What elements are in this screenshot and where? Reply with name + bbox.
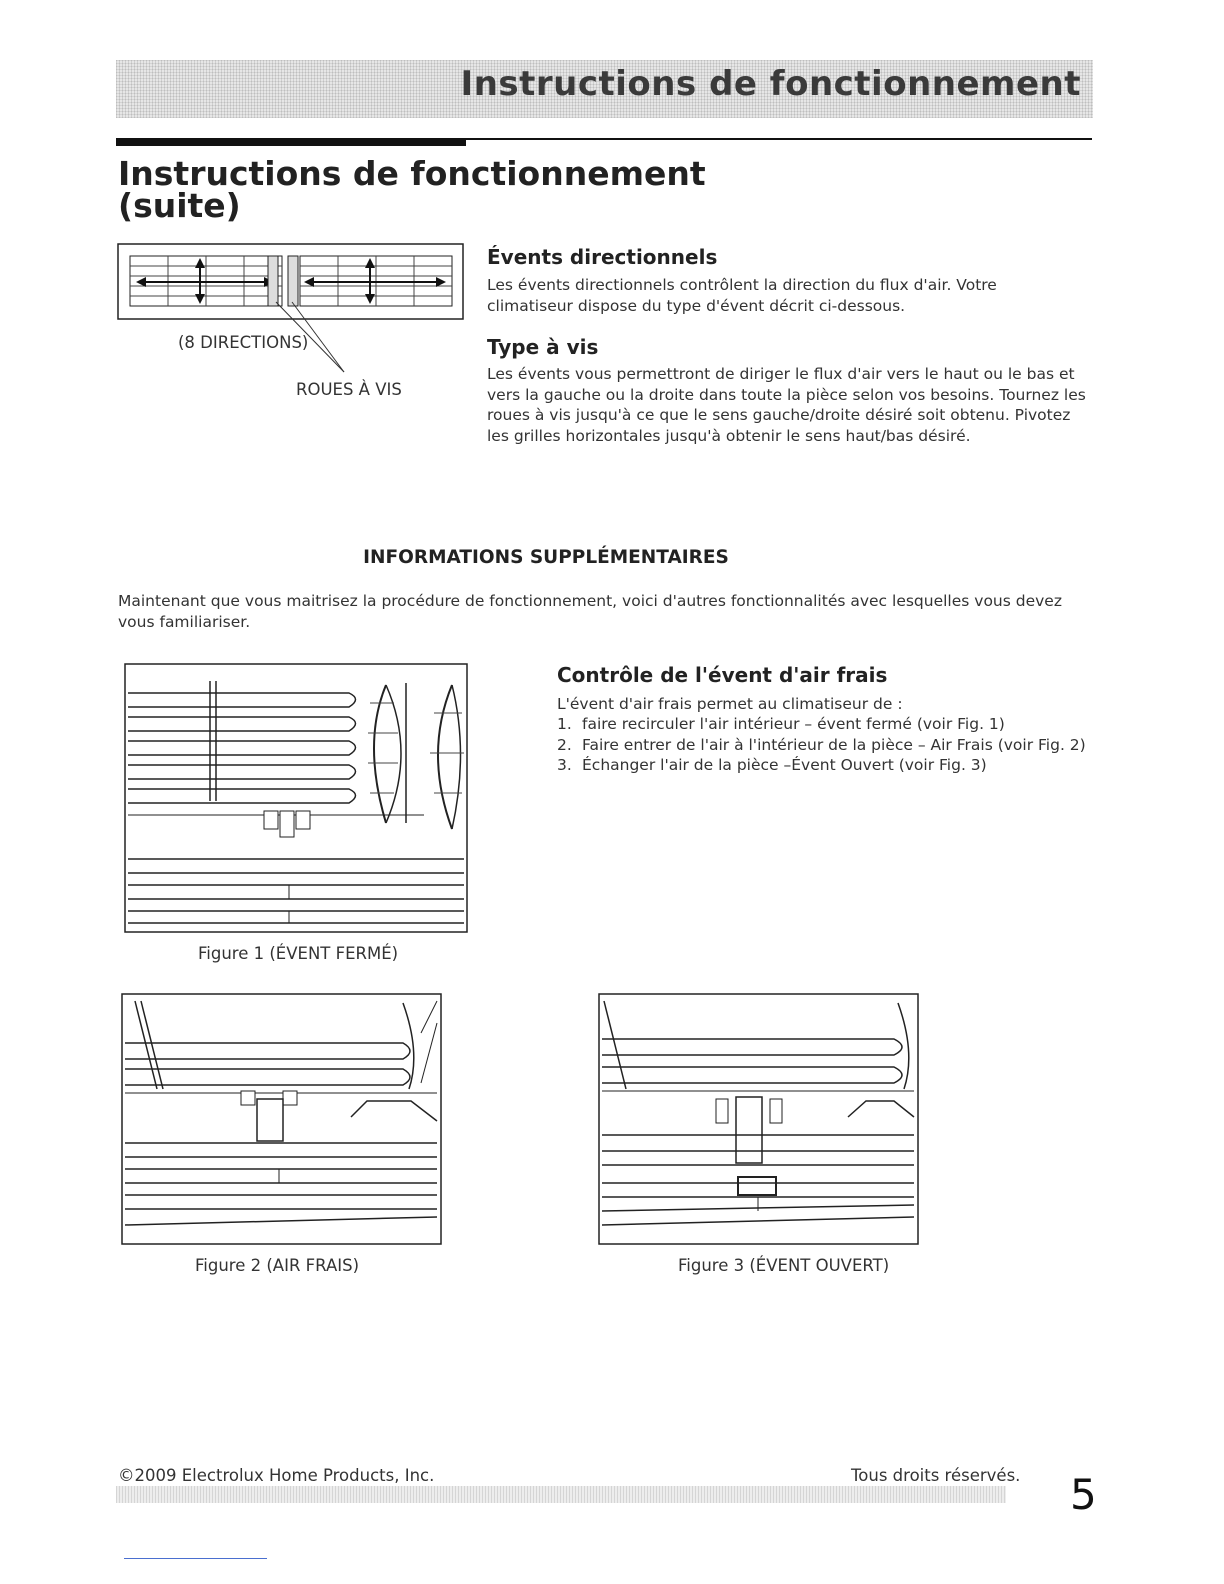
list-item-number: 1. bbox=[557, 715, 572, 733]
figure-2-illustration bbox=[121, 993, 443, 1247]
header-rule-thick bbox=[116, 138, 466, 146]
footer-rights: Tous droits réservés. bbox=[851, 1466, 1021, 1485]
events-directionnels-text: Les évents directionnels contrôlent la direction du flux d'air. Votre climatiseur dispose du type d'évent décrit ci-dessous. bbox=[487, 276, 997, 315]
page-title-line1: Instructions de fonctionnement bbox=[118, 154, 706, 193]
figure-3-illustration bbox=[598, 993, 920, 1247]
list-item-text: Faire entrer de l'air à l'intérieur de la pièce – Air Frais (voir Fig. 2) bbox=[582, 735, 1086, 754]
header-rule-thin bbox=[466, 138, 1092, 140]
footer-bar bbox=[116, 1486, 1006, 1503]
page-number: 5 bbox=[1070, 1470, 1097, 1519]
vent-diagram bbox=[116, 242, 466, 402]
bottom-link-rule bbox=[124, 1558, 267, 1559]
list-item bbox=[557, 755, 1097, 776]
type-vis-heading: Type à vis bbox=[487, 335, 599, 359]
list-item bbox=[557, 714, 1097, 735]
figure-1-illustration bbox=[124, 663, 469, 935]
label-roues-a-vis: ROUES À VIS bbox=[296, 380, 402, 399]
informations-heading: INFORMATIONS SUPPLÉMENTAIRES bbox=[363, 547, 729, 568]
informations-text: Maintenant que vous maitrisez la procédure de fonctionnement, voici d'autres fonctionnalités avec lesquelles vous devez vous familiariser. bbox=[118, 592, 1062, 631]
list-item-number: 2. bbox=[557, 735, 572, 754]
footer-copyright: ©2009 Electrolux Home Products, Inc. bbox=[118, 1466, 435, 1485]
list-item bbox=[557, 735, 1097, 756]
page-title bbox=[118, 154, 758, 225]
page-title-line2: (suite) bbox=[118, 186, 241, 225]
label-8-directions: (8 DIRECTIONS) bbox=[178, 333, 309, 352]
controle-intro: L'évent d'air frais permet au climatiseur de : bbox=[557, 695, 903, 713]
header-banner bbox=[116, 60, 1093, 118]
events-directionnels-heading: Évents directionnels bbox=[487, 245, 718, 269]
list-item-text: faire recirculer l'air intérieur – évent fermé (voir Fig. 1) bbox=[582, 715, 1005, 733]
banner-title: Instructions de fonctionnement bbox=[460, 64, 1081, 104]
figure-3-caption: Figure 3 (ÉVENT OUVERT) bbox=[678, 1256, 890, 1275]
figure-2-caption: Figure 2 (AIR FRAIS) bbox=[195, 1256, 360, 1275]
figure-1-caption: Figure 1 (ÉVENT FERMÉ) bbox=[198, 944, 399, 963]
list-item-number: 3. bbox=[557, 756, 572, 774]
list-item-text: Échanger l'air de la pièce –Évent Ouvert (voir Fig. 3) bbox=[582, 756, 987, 774]
controle-list bbox=[557, 714, 1097, 776]
controle-heading: Contrôle de l'évent d'air frais bbox=[557, 663, 888, 687]
type-vis-text: Les évents vous permettront de diriger le flux d'air vers le haut ou le bas et vers la gauche ou la droite dans toute la pièce selon vos besoins. Tournez les roues à vis jusqu'à ce que le sens gauche/droite désiré soit obtenu. Pivotez les grilles horizontales jusqu'à obtenir le sens haut/bas désiré. bbox=[487, 365, 1086, 445]
